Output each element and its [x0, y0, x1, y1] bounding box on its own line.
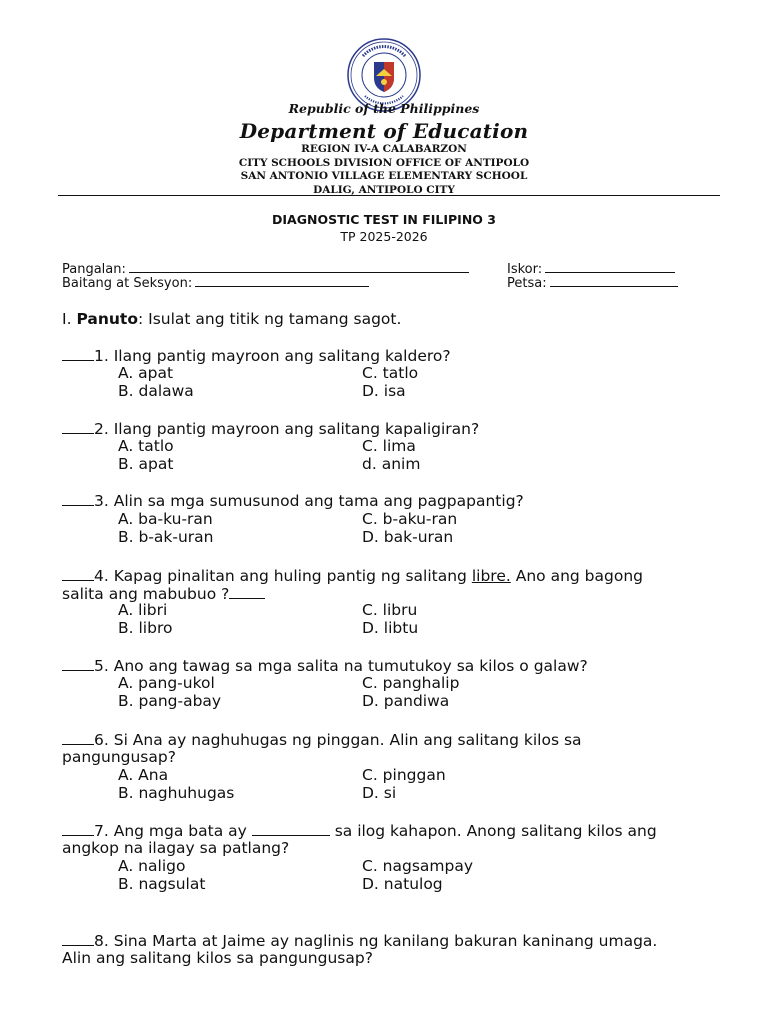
question-4 — [62, 566, 718, 585]
option-a: A. Ana — [118, 766, 169, 784]
name-blank[interactable] — [129, 260, 469, 273]
question-text: Ano ang tawag sa mga salita na tumutukoy sa kilos o galaw? — [113, 657, 588, 675]
city-heading: DALIG, ANTIPOLO CITY — [313, 183, 455, 196]
question-number: 5. — [94, 657, 109, 675]
answer-blank[interactable] — [62, 566, 94, 581]
question-3 — [62, 491, 524, 510]
question-5 — [62, 656, 588, 675]
question-number: 8. — [94, 932, 109, 950]
option-b: B. dalawa — [118, 382, 194, 400]
department-heading: Department of Education — [239, 119, 529, 143]
answer-blank[interactable] — [62, 730, 94, 745]
question-number: 7. — [94, 822, 109, 840]
answer-blank[interactable] — [62, 656, 94, 671]
date-label: Petsa: — [507, 276, 547, 291]
question-number: 6. — [94, 731, 109, 749]
score-blank[interactable] — [545, 260, 675, 273]
instructions — [62, 310, 401, 328]
question-text: Alin sa mga sumusunod ang tama ang pagpapantig? — [113, 492, 524, 510]
question-6 — [62, 730, 718, 749]
region-heading: REGION IV-A CALABARZON — [301, 143, 467, 155]
option-c: C. pinggan — [362, 766, 446, 784]
school-year: TP 2025-2026 — [340, 229, 428, 244]
question-text: Ano ang bagong — [515, 567, 643, 585]
option-a: A. tatlo — [118, 437, 174, 455]
question-1 — [62, 346, 451, 365]
option-b: B. b-ak-uran — [118, 528, 214, 546]
option-d: D. libtu — [362, 619, 419, 637]
answer-blank[interactable] — [62, 821, 94, 836]
date-field[interactable] — [507, 274, 678, 291]
question-7-line-2: angkop na ilagay sa patlang? — [62, 839, 290, 857]
option-b: B. libro — [118, 619, 173, 637]
option-a: A. libri — [118, 601, 168, 619]
question-6-line-2: pangungusap? — [62, 748, 176, 766]
header-divider — [58, 195, 720, 196]
option-b: B. nagsulat — [118, 875, 206, 893]
name-label: Pangalan: — [62, 262, 126, 277]
question-8 — [62, 931, 718, 950]
question-text: Sina Marta at Jaime ay naglinis ng kanilang bakuran kaninang umaga. — [113, 932, 658, 950]
question-number: 2. — [94, 420, 109, 438]
question-text: Ang mga bata ay — [113, 822, 247, 840]
answer-blank[interactable] — [62, 346, 94, 361]
grade-section-field[interactable] — [62, 274, 369, 291]
instructions-text: : Isulat ang titik ng tamang sagot. — [137, 310, 402, 328]
option-d: D. pandiwa — [362, 692, 450, 710]
option-c: C. libru — [362, 601, 418, 619]
question-text: sa ilog kahapon. Anong salitang kilos ang — [334, 822, 657, 840]
option-d: D. si — [362, 784, 397, 802]
option-c: C. tatlo — [362, 364, 419, 382]
fill-blank[interactable] — [229, 584, 265, 599]
option-d: d. anim — [362, 455, 421, 473]
test-title: DIAGNOSTIC TEST IN FILIPINO 3 — [272, 212, 496, 227]
section-number: I. — [62, 310, 72, 328]
option-a: A. pang-ukol — [118, 674, 215, 692]
question-text: Ilang pantig mayroon ang salitang kapaligiran? — [113, 420, 480, 438]
grade-section-label: Baitang at Seksyon: — [62, 276, 193, 291]
option-c: C. panghalip — [362, 674, 460, 692]
option-a: A. ba-ku-ran — [118, 510, 213, 528]
option-d: D. bak-uran — [362, 528, 454, 546]
answer-blank[interactable] — [62, 931, 94, 946]
division-heading: CITY SCHOOLS DIVISION OFFICE OF ANTIPOLO — [238, 156, 530, 169]
date-blank[interactable] — [550, 274, 678, 287]
score-label: Iskor: — [507, 262, 543, 277]
option-a: A. naligo — [118, 857, 186, 875]
instructions-label: Panuto — [76, 310, 138, 328]
question-number: 3. — [94, 492, 109, 510]
question-8-line-2: Alin ang salitang kilos sa pangungusap? — [62, 949, 373, 967]
option-c: C. b-aku-ran — [362, 510, 458, 528]
option-d: D. isa — [362, 382, 406, 400]
question-number: 4. — [94, 567, 109, 585]
fill-blank[interactable] — [252, 821, 330, 836]
grade-section-blank[interactable] — [195, 274, 369, 287]
option-b: B. naghuhugas — [118, 784, 235, 802]
question-text: Ilang pantig mayroon ang salitang kaldero? — [113, 347, 451, 365]
question-text: Kapag pinalitan ang huling pantig ng salitang — [113, 567, 467, 585]
question-text: Si Ana ay naghuhugas ng pinggan. Alin ang salitang kilos sa — [113, 731, 582, 749]
school-heading: SAN ANTONIO VILLAGE ELEMENTARY SCHOOL — [240, 170, 528, 182]
question-number: 1. — [94, 347, 109, 365]
republic-heading: Republic of the Philippines — [288, 101, 480, 116]
option-d: D. natulog — [362, 875, 443, 893]
question-7 — [62, 821, 718, 840]
option-b: B. pang-abay — [118, 692, 222, 710]
option-b: B. apat — [118, 455, 174, 473]
option-a: A. apat — [118, 364, 174, 382]
question-2 — [62, 419, 479, 438]
answer-blank[interactable] — [62, 491, 94, 506]
underlined-word: libre. — [471, 567, 511, 585]
answer-blank[interactable] — [62, 419, 94, 434]
option-c: C. lima — [362, 437, 416, 455]
option-c: C. nagsampay — [362, 857, 474, 875]
question-text: salita ang mabubuo ? — [62, 585, 230, 603]
